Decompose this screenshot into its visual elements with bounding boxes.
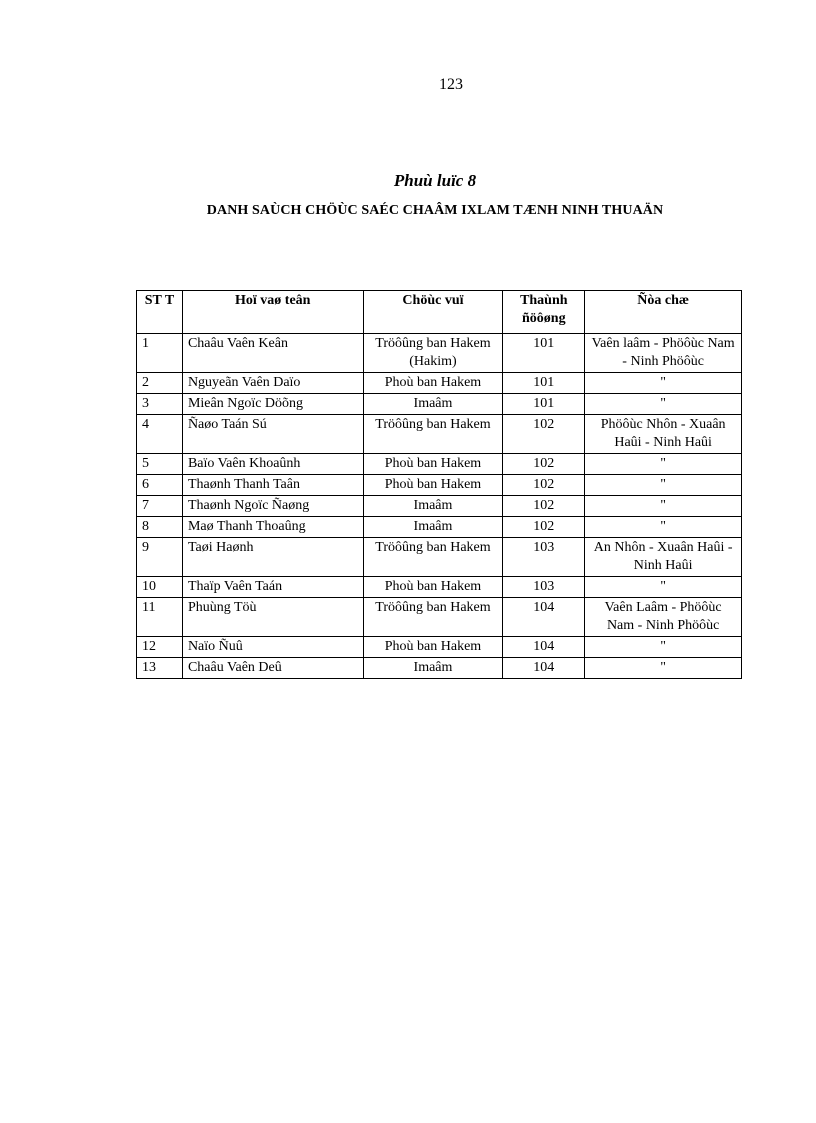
cell-stt: 1 <box>137 334 183 373</box>
cell-mosque: 101 <box>503 373 585 394</box>
cell-name: Thaïp Vaên Taán <box>182 577 363 598</box>
cell-address: " <box>585 637 742 658</box>
cell-role: Phoù ban Hakem <box>363 577 503 598</box>
cell-name: Thaønh Thanh Taân <box>182 475 363 496</box>
cell-mosque: 104 <box>503 637 585 658</box>
document-title: DANH SAÙCH CHÖÙC SAÉC CHAÂM IXLAM TÆNH NINH THUAÄN <box>206 203 664 218</box>
cell-stt: 4 <box>137 415 183 454</box>
cell-address: " <box>585 496 742 517</box>
cell-stt: 2 <box>137 373 183 394</box>
cell-address: " <box>585 517 742 538</box>
cell-stt: 5 <box>137 454 183 475</box>
cell-mosque: 104 <box>503 658 585 679</box>
cell-address: " <box>585 658 742 679</box>
cell-role: Tröôûng ban Hakem <box>363 598 503 637</box>
table-row <box>137 475 742 496</box>
table-row <box>137 394 742 415</box>
cell-name: Taøi Haønh <box>182 538 363 577</box>
cell-role: Imaâm <box>363 517 503 538</box>
table-header-row <box>137 291 742 334</box>
cell-role: Imaâm <box>363 394 503 415</box>
cell-stt: 7 <box>137 496 183 517</box>
cell-stt: 8 <box>137 517 183 538</box>
cell-mosque: 102 <box>503 454 585 475</box>
cell-address: Vaên laâm - Phöôùc Nam - Ninh Phöôùc <box>585 334 742 373</box>
cell-stt: 12 <box>137 637 183 658</box>
table-row <box>137 517 742 538</box>
cell-name: Chaâu Vaên Deû <box>182 658 363 679</box>
cell-mosque: 103 <box>503 577 585 598</box>
cell-address: " <box>585 373 742 394</box>
cell-stt: 9 <box>137 538 183 577</box>
cell-name: Thaønh Ngoïc Ñaøng <box>182 496 363 517</box>
header-name: Hoï vaø teân <box>182 291 363 334</box>
cell-stt: 13 <box>137 658 183 679</box>
cell-mosque: 102 <box>503 517 585 538</box>
cell-role: Phoù ban Hakem <box>363 637 503 658</box>
cell-role: Tröôûng ban Hakem <box>363 538 503 577</box>
cell-mosque: 101 <box>503 334 585 373</box>
cell-name: Maø Thanh Thoaûng <box>182 517 363 538</box>
appendix-title: Phuù luïc 8 <box>393 171 477 190</box>
cell-address: Phöôùc Nhôn - Xuaân Haûi - Ninh Haûi <box>585 415 742 454</box>
cell-address: " <box>585 475 742 496</box>
table-row <box>137 658 742 679</box>
cell-name: Baïo Vaên Khoaûnh <box>182 454 363 475</box>
table-row <box>137 496 742 517</box>
cell-role: Imaâm <box>363 658 503 679</box>
cell-name: Chaâu Vaên Keân <box>182 334 363 373</box>
cell-name: Nguyeãn Vaên Daïo <box>182 373 363 394</box>
table-body <box>137 334 742 679</box>
cell-mosque: 102 <box>503 415 585 454</box>
table-row <box>137 598 742 637</box>
cell-role: Phoù ban Hakem <box>363 373 503 394</box>
cell-name: Naïo Ñuû <box>182 637 363 658</box>
header-role: Chöùc vuï <box>363 291 503 334</box>
cell-mosque: 103 <box>503 538 585 577</box>
cell-name: Ñaøo Taán Sú <box>182 415 363 454</box>
cell-role: Tröôûng ban Hakem (Hakim) <box>363 334 503 373</box>
cell-stt: 6 <box>137 475 183 496</box>
cell-address: " <box>585 454 742 475</box>
table-row <box>137 538 742 577</box>
cell-mosque: 101 <box>503 394 585 415</box>
page-number: 123 <box>439 76 463 93</box>
cell-address: Vaên Laâm - Phöôùc Nam - Ninh Phöôùc <box>585 598 742 637</box>
cell-stt: 10 <box>137 577 183 598</box>
cell-stt: 11 <box>137 598 183 637</box>
table-row <box>137 637 742 658</box>
cell-mosque: 102 <box>503 496 585 517</box>
cell-address: " <box>585 394 742 415</box>
cell-role: Tröôûng ban Hakem <box>363 415 503 454</box>
table-row <box>137 577 742 598</box>
clergy-table <box>136 290 742 679</box>
table-row <box>137 454 742 475</box>
cell-stt: 3 <box>137 394 183 415</box>
cell-address: An Nhôn - Xuaân Haûi - Ninh Haûi <box>585 538 742 577</box>
table-row <box>137 415 742 454</box>
cell-mosque: 104 <box>503 598 585 637</box>
cell-name: Phuùng Töù <box>182 598 363 637</box>
header-mosque: Thaùnh ñöôøng <box>503 291 585 334</box>
cell-role: Phoù ban Hakem <box>363 454 503 475</box>
cell-role: Imaâm <box>363 496 503 517</box>
cell-mosque: 102 <box>503 475 585 496</box>
table-row <box>137 373 742 394</box>
header-stt: ST T <box>137 291 183 334</box>
cell-address: " <box>585 577 742 598</box>
cell-role: Phoù ban Hakem <box>363 475 503 496</box>
table-row <box>137 334 742 373</box>
cell-name: Mieân Ngoïc Döõng <box>182 394 363 415</box>
header-address: Ñòa chæ <box>585 291 742 334</box>
